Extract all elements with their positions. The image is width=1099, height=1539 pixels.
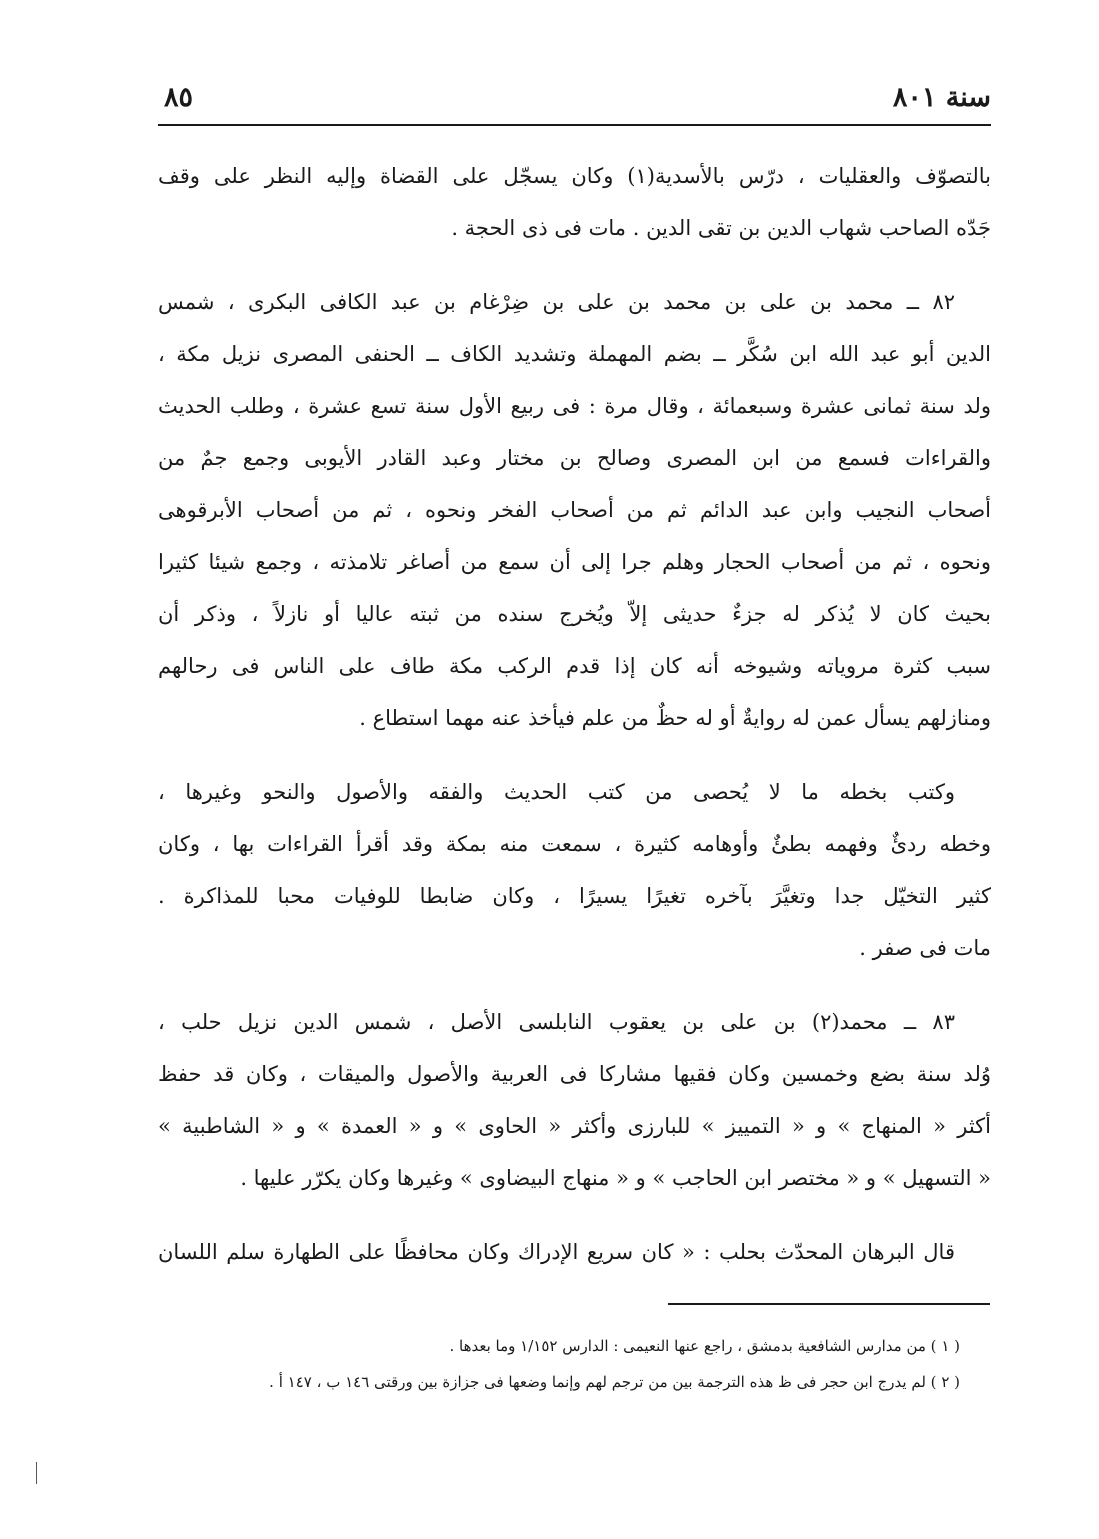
text-line: أكثر « المنهاج » و « التمييز » للبارزى وأكثر « الحاوى » و « العمدة » و « الشاطبية »: [158, 1114, 991, 1138]
page-number: ٨٥: [164, 82, 194, 113]
text-line: الدين أبو عبد الله ابن سُكَّر ــ بضم المهملة وتشديد الكاف ــ الحنفى المصرى نزيل مكة ،: [158, 342, 991, 366]
footnotes: [160, 1328, 960, 1400]
paragraph-1: [158, 150, 991, 254]
entry-82: [158, 276, 991, 744]
text-line: ونحوه ، ثم من أصحاب الحجار وهلم جرا إلى أن سمع من أصاغر تلامذته ، وجمع شيئا كثيرا: [158, 550, 991, 574]
text-line: أصحاب النجيب وابن عبد الدائم ثم من أصحاب الفخر ونحوه ، ثم من أصحاب الأبرقوهى: [158, 498, 991, 522]
running-title: سنة ٨٠١: [892, 82, 991, 113]
entry-83: [158, 996, 991, 1204]
text-line: والقراءات فسمع من ابن المصرى وصالح بن مختار وعبد القادر الأيوبى وجمع جمٌ من: [158, 446, 991, 470]
text-line: وُلد سنة بضع وخمسين وكان فقيها مشاركا فى العربية والأصول والميقات ، وكان قد حفظ: [158, 1062, 991, 1086]
text-line: وكتب بخطه ما لا يُحصى من كتب الحديث والفقه والأصول والنحو وغيرها ،: [158, 780, 955, 804]
footnote-rule: [668, 1303, 990, 1305]
text-line: ولد سنة ثمانى عشرة وسبعمائة ، وقال مرة : فى ربيع الأول سنة تسع عشرة ، وطلب الحديث: [158, 394, 991, 418]
header-rule: [158, 124, 991, 126]
paragraph-5: [158, 1226, 991, 1278]
text-line: وخطه ردئٌ وفهمه بطئٌ وأوهامه كثيرة ، سمعت منه بمكة وقد أقرأ القراءات بها ، وكان: [158, 832, 991, 856]
paragraph-3: [158, 766, 991, 974]
text-line: بالتصوّف والعقليات ، درّس بالأسدية(١) وكان يسجّل على القضاة وإليه النظر على وقف: [158, 164, 991, 188]
text-line: كثير التخيّل جدا وتغيَّرَ بآخره تغيرًا يسيرًا ، وكان ضابطا للوفيات محبا للمذاكرة .: [158, 884, 991, 908]
text-line: بحيث كان لا يُذكر له جزءٌ حديثى إلاّ ويُخرج سنده من ثبته عاليا أو نازلاً ، وذكر أن: [158, 602, 991, 626]
text-line: « التسهيل » و « مختصر ابن الحاجب » و « منهاج البيضاوى » وغيرها وكان يكرّر عليها .: [240, 1166, 991, 1190]
text-line: ٨٢ ــ محمد بن على بن محمد بن على بن ضِرْغام بن عبد الكافى البكرى ، شمس: [158, 290, 955, 314]
scan-edge-mark: [36, 1462, 37, 1484]
body-text: [158, 150, 991, 1278]
footnote-2: ( ٢ ) لم يدرج ابن حجر فى ظ هذه الترجمة بين من ترجم لهم وإنما وضعها فى جزازة بين ورقتى ١٤٦ ب ، ١٤٧ أ .: [269, 1373, 960, 1391]
text-line: سبب كثرة مروياته وشيوخه أنه كان إذا قدم الركب مكة طاف على الناس فى رحالهم: [158, 654, 991, 678]
text-line: مات فى صفر .: [859, 936, 991, 960]
text-line: ومنازلهم يسأل عمن له روايةٌ أو له حظٌ من علم فيأخذ عنه مهما استطاع .: [359, 706, 991, 730]
text-line: ٨٣ ــ محمد(٢) بن على بن يعقوب النابلسى الأصل ، شمس الدين نزيل حلب ،: [158, 1010, 955, 1034]
text-line: قال البرهان المحدّث بحلب : « كان سريع الإدراك وكان محافظًا على الطهارة سلم اللسان: [158, 1240, 955, 1264]
text-line: جَدّه الصاحب شهاب الدين بن تقى الدين . مات فى ذى الحجة .: [451, 216, 991, 240]
page-header: [158, 76, 991, 120]
footnote-1: ( ١ ) من مدارس الشافعية بدمشق ، راجع عنها النعيمى : الدارس ١/١٥٢ وما بعدها .: [449, 1337, 960, 1355]
